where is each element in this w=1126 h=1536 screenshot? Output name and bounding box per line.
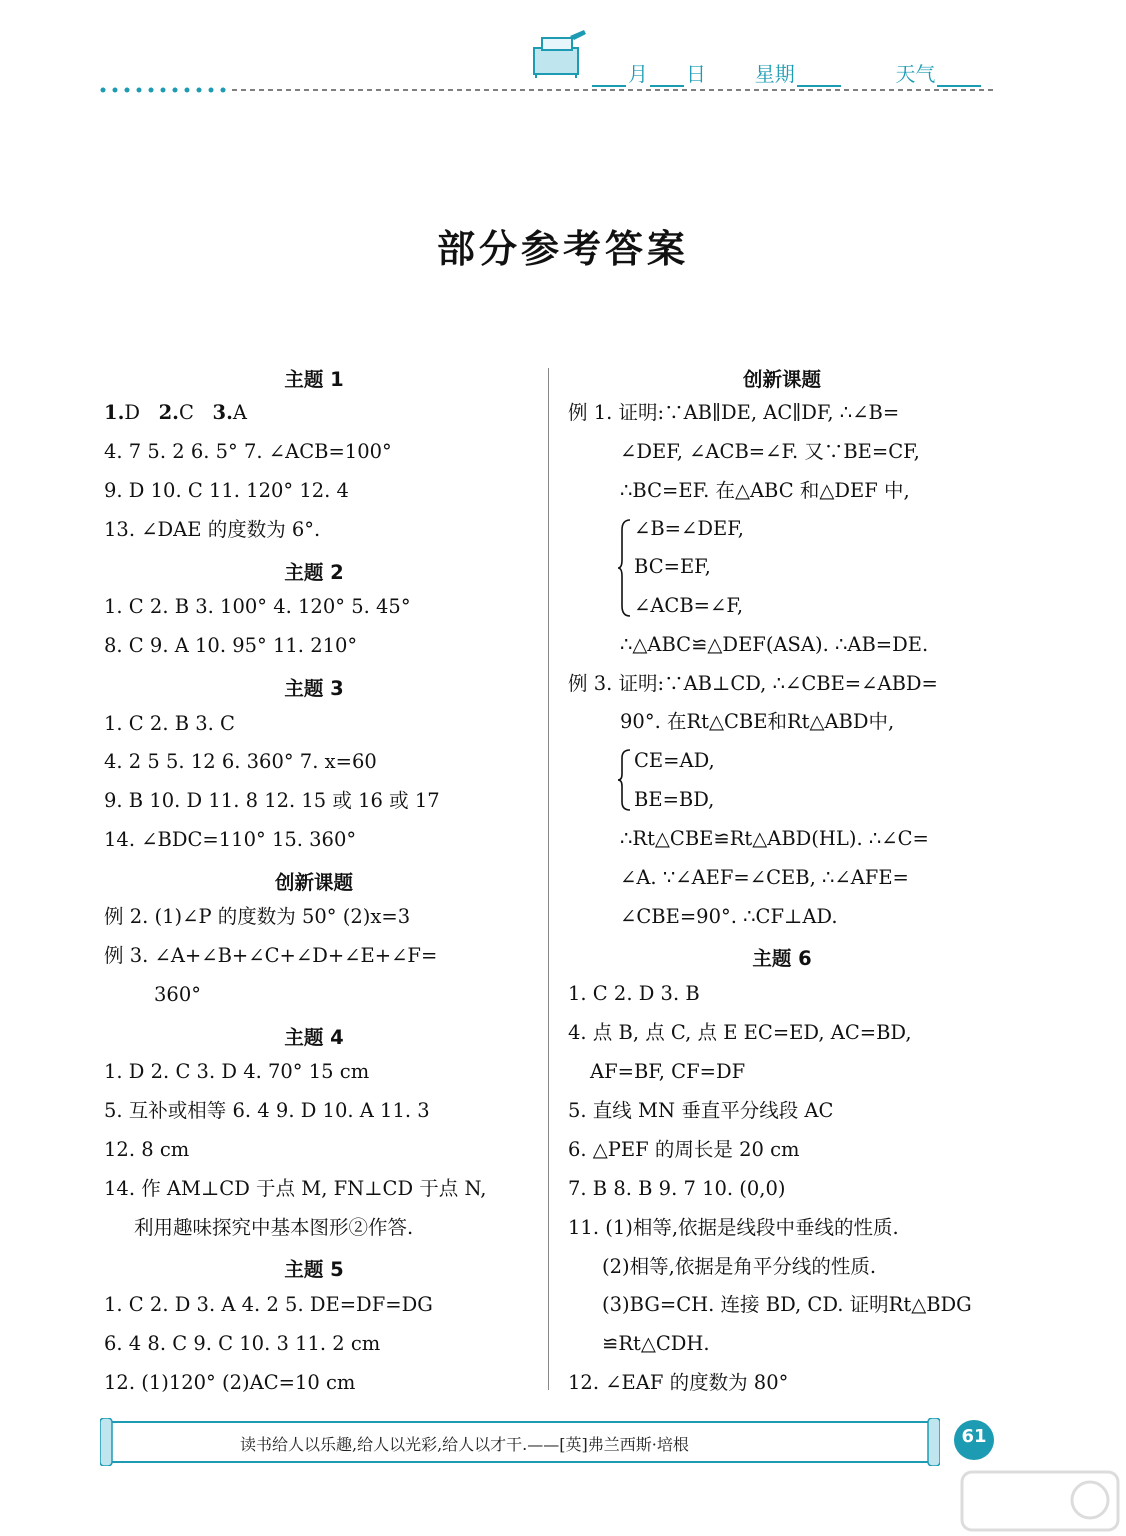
watermark-logo-icon: [960, 1470, 1120, 1532]
page-title: 部分参考答案: [436, 226, 689, 271]
answer-line: 1. D 2. C 3. D 4. 70° 15 cm: [104, 1060, 370, 1083]
answer-line: 14. ∠BDC=110° 15. 360°: [104, 828, 357, 851]
week-label: 星期: [754, 62, 795, 86]
proof-line: ∴BC=EF. 在△ABC 和△DEF 中,: [620, 479, 910, 502]
section-heading-topic-4: 主题 4: [284, 1026, 344, 1049]
proof-line: ∠B=∠DEF,: [634, 517, 744, 540]
answer-line: 1.D 2.C 3.A: [104, 401, 247, 424]
weather-label: 天气: [895, 62, 936, 86]
header-dotted-rule: [100, 87, 996, 93]
proof-line: BC=EF,: [634, 555, 711, 578]
answer-line: 1. C 2. D 3. B: [568, 982, 700, 1005]
header-date-fields: [592, 58, 981, 87]
answer-line: 例 2. (1)∠P 的度数为 50° (2)x=3: [104, 905, 411, 928]
page-number: 61: [961, 1426, 987, 1447]
section-heading-topic-6: 主题 6: [752, 947, 812, 970]
answer-line: 1. C 2. B 3. 100° 4. 120° 5. 45°: [104, 595, 411, 618]
answer-line: 360°: [154, 983, 201, 1006]
answer-line: 6. △PEF 的周长是 20 cm: [568, 1138, 800, 1161]
week-blank[interactable]: [797, 67, 841, 87]
answer-line: 8. C 9. A 10. 95° 11. 210°: [104, 634, 358, 657]
answer-line: ≌Rt△CDH.: [602, 1332, 710, 1355]
proof-line: ∠ACB=∠F,: [634, 594, 744, 617]
weather-blank[interactable]: [937, 67, 981, 87]
answer-line: AF=BF, CF=DF: [590, 1060, 746, 1083]
answer-line: 11. (1)相等,依据是线段中垂线的性质.: [568, 1216, 899, 1239]
proof-line: ∴Rt△CBE≌Rt△ABD(HL). ∴∠C=: [620, 827, 929, 850]
page-number-badge: [952, 1418, 996, 1462]
answer-line: 4. 7 5. 2 6. 5° 7. ∠ACB=100°: [104, 440, 392, 463]
column-divider: [548, 368, 549, 1390]
answer-line: 12. ∠EAF 的度数为 80°: [568, 1371, 789, 1394]
answer-line: 13. ∠DAE 的度数为 6°.: [104, 518, 321, 541]
answer-line: 利用趣味探究中基本图形②作答.: [134, 1216, 414, 1239]
answer-line: 9. D 10. C 11. 120° 12. 4: [104, 479, 349, 502]
answer-line: 12. (1)120° (2)AC=10 cm: [104, 1371, 356, 1394]
footer-quote: 读书给人以乐趣,给人以光彩,给人以才干.——[英]弗兰西斯·培根: [240, 1435, 689, 1454]
proof-line: ∠CBE=90°. ∴CF⊥AD.: [620, 905, 838, 928]
month-blank[interactable]: [592, 67, 626, 87]
proof-line: 90°. 在Rt△CBE和Rt△ABD中,: [620, 710, 895, 733]
system-brace-icon: [618, 518, 632, 618]
answer-line: 5. 直线 MN 垂直平分线段 AC: [568, 1099, 834, 1122]
proof-line: CE=AD,: [634, 749, 715, 772]
answer-line: 5. 互补或相等 6. 4 9. D 10. A 11. 3: [104, 1099, 430, 1122]
answer-line: 4. 2 5 5. 12 6. 360° 7. x=60: [104, 750, 377, 773]
answer-line: 7. B 8. B 9. 7 10. (0,0): [568, 1177, 786, 1200]
answer-line: 例 3. ∠A+∠B+∠C+∠D+∠E+∠F=: [104, 944, 438, 967]
section-heading-innovation-right: 创新课题: [742, 368, 821, 391]
section-heading-topic-1: 主题 1: [284, 368, 344, 391]
system-brace-icon: [618, 748, 632, 812]
proof-line: ∠DEF, ∠ACB=∠F. 又∵BE=CF,: [620, 440, 920, 463]
section-heading-topic-3: 主题 3: [284, 677, 344, 700]
answer-line: 1. C 2. D 3. A 4. 2 5. DE=DF=DG: [104, 1293, 433, 1316]
answer-line: (2)相等,依据是角平分线的性质.: [602, 1255, 877, 1278]
header-desk-icon: [528, 28, 590, 80]
proof-line: ∴△ABC≌△DEF(ASA). ∴AB=DE.: [620, 633, 929, 656]
day-blank[interactable]: [650, 67, 684, 87]
answer-line: 14. 作 AM⊥CD 于点 M, FN⊥CD 于点 N,: [104, 1177, 487, 1200]
answer-line: 1. C 2. B 3. C: [104, 712, 235, 735]
answer-line: 9. B 10. D 11. 8 12. 15 或 16 或 17: [104, 789, 440, 812]
section-heading-topic-2: 主题 2: [284, 561, 344, 584]
proof-line: 例 3. 证明:∵AB⊥CD, ∴∠CBE=∠ABD=: [568, 672, 938, 695]
section-heading-innovation: 创新课题: [274, 871, 353, 894]
proof-line: ∠A. ∵∠AEF=∠CEB, ∴∠AFE=: [620, 866, 909, 889]
month-label: 月: [628, 62, 648, 86]
proof-line: 例 1. 证明:∵AB∥DE, AC∥DF, ∴∠B=: [568, 401, 900, 424]
answer-line: (3)BG=CH. 连接 BD, CD. 证明Rt△BDG: [602, 1293, 972, 1316]
answer-line: 4. 点 B, 点 C, 点 E EC=ED, AC=BD,: [568, 1021, 912, 1044]
answer-line: 12. 8 cm: [104, 1138, 190, 1161]
day-label: 日: [686, 62, 706, 86]
proof-line: BE=BD,: [634, 788, 715, 811]
section-heading-topic-5: 主题 5: [284, 1258, 344, 1281]
answer-line: 6. 4 8. C 9. C 10. 3 11. 2 cm: [104, 1332, 381, 1355]
